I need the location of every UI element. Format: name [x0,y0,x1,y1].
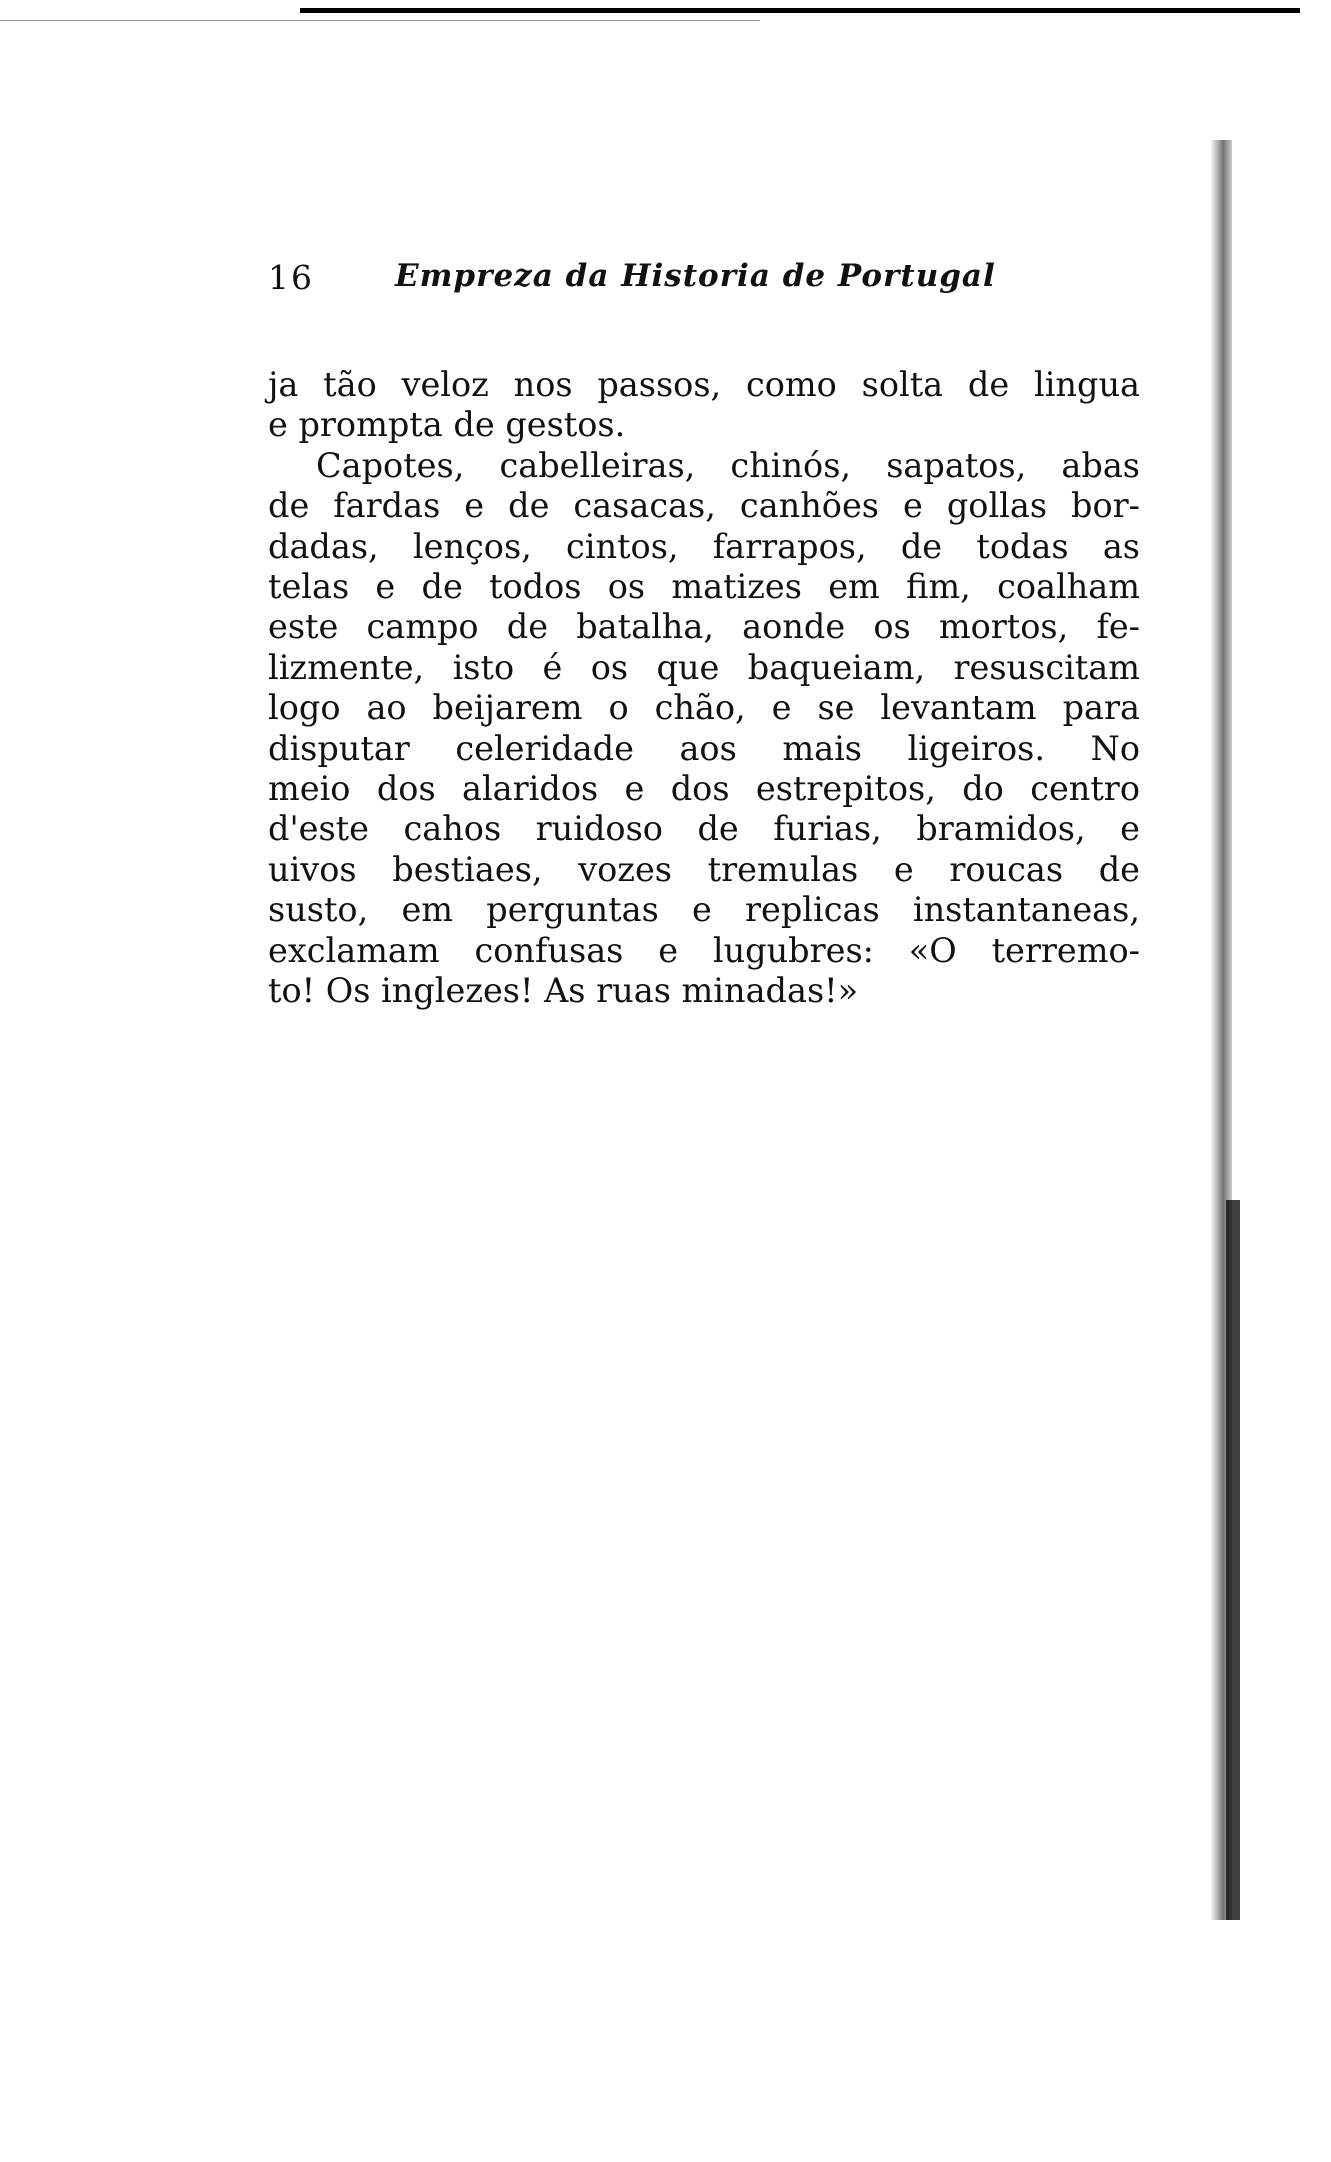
text-line: uivos bestiaes, vozes tremulas e roucas de [268,849,1140,889]
text-line: to! Os inglezes! As ruas minadas!» [268,971,859,1011]
text-line: d'este cahos ruidoso de furias, bramidos, e [268,809,1140,849]
top-thin-rule [0,20,760,21]
text-line: de fardas e de casacas, canhões e gollas bor- [268,486,1140,526]
text-line: exclamam confusas e lugubres: «O terremo- [268,930,1140,970]
running-head: Empreza da Historia de Portugal [395,258,996,294]
text-line: susto, em perguntas e replicas instantaneas, [268,890,1140,930]
text-line: meio dos alaridos e dos estrepitos, do centro [268,769,1140,809]
top-border-rule [300,8,1300,13]
text-line: dadas, lenços, cintos, farrapos, de todas as [268,526,1140,566]
text-line: e prompta de gestos. [268,405,626,445]
text-line: Capotes, cabelleiras, chinós, sapatos, abas [316,445,1140,485]
page-edge-shadow-dark [1226,1200,1240,1920]
text-line: telas e de todos os matizes em fim, coalham [268,567,1140,607]
body-text [268,365,1140,1012]
text-line: logo ao beijarem o chão, e se levantam para [268,688,1140,728]
text-line: este campo de batalha, aonde os mortos, fe- [268,607,1140,647]
text-line: disputar celeridade aos mais ligeiros. No [268,728,1140,768]
page-number: 16 [268,258,314,297]
text-line: ja tão veloz nos passos, como solta de lingua [268,365,1140,404]
text-line: lizmente, isto é os que baqueiam, resuscitam [268,647,1140,687]
